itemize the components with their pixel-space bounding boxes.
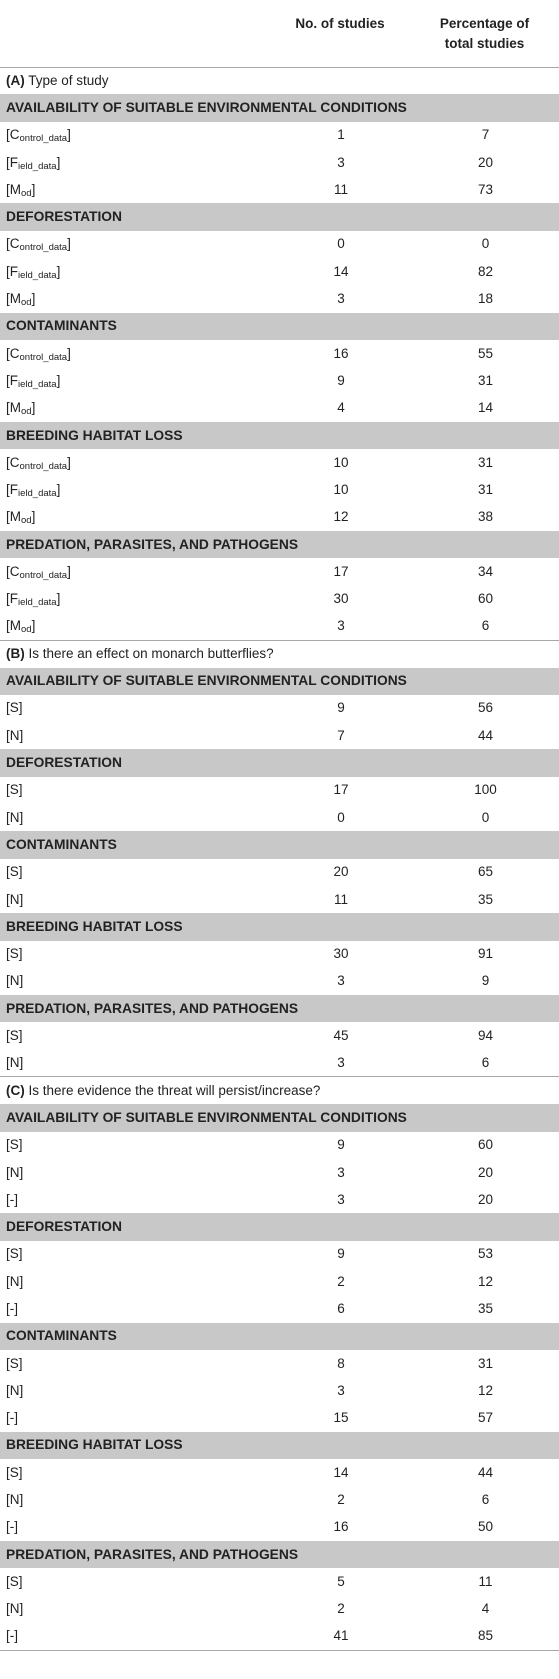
label-text: [N] <box>6 727 24 743</box>
study-count: 9 <box>337 700 345 716</box>
study-count: 16 <box>333 1519 349 1535</box>
label-sub: od <box>21 297 32 309</box>
row-label <box>0 1350 270 1377</box>
group-name: CONTAMINANTS <box>0 831 559 858</box>
part-letter: (C) <box>6 1082 25 1098</box>
row-label: $[C_{ontrol\_data}]$ <box>6 236 71 254</box>
label-main: F <box>9 591 19 607</box>
table-row <box>0 1486 559 1513</box>
label-main: C <box>9 563 20 579</box>
table-row <box>0 449 559 476</box>
study-count: 10 <box>333 454 349 470</box>
study-count: 3 <box>337 618 345 634</box>
study-count: 7 <box>337 727 345 743</box>
label-main: F <box>9 263 19 279</box>
study-count: 11 <box>333 891 348 907</box>
group-row <box>0 1432 559 1459</box>
row-label: $[M_{od}]$ <box>6 509 36 527</box>
row-label: $[C_{ontrol\_data}]$ <box>6 563 71 581</box>
label-sub: od <box>21 515 32 527</box>
study-percentage: 4 <box>481 1601 490 1617</box>
label-text: [-] <box>6 1301 18 1316</box>
table-row <box>0 231 559 258</box>
study-count: 14 <box>333 263 349 279</box>
label-text: [S] <box>6 1028 23 1044</box>
label-text: [S] <box>6 1573 23 1589</box>
study-percentage: 31 <box>477 372 494 388</box>
study-percentage: 44 <box>477 727 494 743</box>
table-row <box>0 1514 559 1541</box>
study-percentage: 6 <box>481 1492 490 1508</box>
study-percentage: 20 <box>477 154 494 170</box>
row-label: $[M_{od}]$ <box>6 291 36 309</box>
table-row <box>0 395 559 422</box>
label-sub: ield_data <box>18 488 57 500</box>
row-label <box>0 859 270 886</box>
label-main: M <box>9 291 22 307</box>
table-row <box>0 1568 559 1595</box>
study-count: 45 <box>333 1028 349 1044</box>
study-count: 5 <box>337 1573 345 1589</box>
group-name: DEFORESTATION <box>0 1213 559 1240</box>
group-name: DEFORESTATION <box>0 203 559 230</box>
row-label <box>0 1022 270 1049</box>
label-main: F <box>9 482 19 498</box>
label-text: [-] <box>6 1410 18 1426</box>
label-main: C <box>9 345 20 361</box>
row-label: $[M_{od}]$ <box>6 400 36 418</box>
study-percentage: 0 <box>481 236 490 252</box>
study-percentage: 31 <box>477 454 494 470</box>
study-count: 17 <box>333 782 349 798</box>
group-name: CONTAMINANTS <box>0 313 559 340</box>
label-text: [S] <box>6 782 23 798</box>
label-sub: ield_data <box>18 378 57 390</box>
study-percentage: 85 <box>410 1623 559 1650</box>
label-sub: ontrol_data <box>19 460 68 472</box>
study-percentage: 55 <box>477 345 494 361</box>
study-percentage: 20 <box>477 1191 494 1207</box>
label-sub: ontrol_data <box>19 133 68 145</box>
header-no-of-studies: No. of studies <box>270 0 410 67</box>
row-label <box>0 695 270 722</box>
header-percentage <box>410 0 559 67</box>
study-percentage: 73 <box>477 181 494 197</box>
label-main: F <box>9 154 19 170</box>
part-title-row <box>0 1077 559 1104</box>
table-row <box>0 968 559 995</box>
group-row <box>0 1213 559 1240</box>
table-row <box>0 695 559 722</box>
study-count: 2 <box>337 1601 345 1617</box>
part-heading: Is there an effect on monarch butterflies? <box>28 646 274 662</box>
study-count: 2 <box>337 1492 345 1508</box>
study-count: 15 <box>333 1410 349 1426</box>
label-text: [N] <box>6 1601 24 1617</box>
label-text: [N] <box>6 1273 24 1289</box>
table-row <box>0 804 559 831</box>
study-percentage: 6 <box>481 618 490 634</box>
row-label: $[M_{od}]$ <box>6 181 36 199</box>
row-label: $[F_{ield\_data}]$ <box>6 154 61 172</box>
part-title-row <box>0 67 559 94</box>
study-percentage: 0 <box>481 809 490 825</box>
study-percentage: 50 <box>477 1519 494 1535</box>
row-label <box>0 722 270 749</box>
part-title <box>0 67 559 94</box>
study-percentage: 20 <box>477 1164 494 1180</box>
row-label <box>0 1050 270 1077</box>
study-percentage: 57 <box>477 1410 494 1426</box>
table-row <box>0 1159 559 1186</box>
study-count: 0 <box>337 236 345 252</box>
row-label <box>0 886 270 913</box>
group-row <box>0 1541 559 1568</box>
row-label <box>0 941 270 968</box>
group-row <box>0 203 559 230</box>
study-percentage: 38 <box>477 509 494 525</box>
study-percentage: 12 <box>477 1273 494 1289</box>
row-label: $[C_{ontrol\_data}]$ <box>6 454 71 472</box>
table-row <box>0 613 559 640</box>
label-text: [S] <box>6 1137 23 1153</box>
group-row <box>0 1104 559 1131</box>
table-row <box>0 722 559 749</box>
study-percentage: 53 <box>477 1246 494 1262</box>
table-body <box>0 67 559 1650</box>
row-label: $[F_{ield\_data}]$ <box>6 591 61 609</box>
table-row <box>0 1405 559 1432</box>
study-count: 3 <box>337 1191 345 1207</box>
label-main: C <box>9 236 20 252</box>
study-percentage: 60 <box>477 591 494 607</box>
label-main: M <box>9 400 22 416</box>
table-row <box>0 258 559 285</box>
table-row <box>0 941 559 968</box>
label-text: [N] <box>6 891 24 907</box>
group-name: AVAILABILITY OF SUITABLE ENVIRONMENTAL CONDITIONS <box>0 668 559 695</box>
label-text: [N] <box>6 1055 24 1071</box>
row-label: $[M_{od}]$ <box>6 618 36 636</box>
group-name: PREDATION, PARASITES, AND PATHOGENS <box>0 1541 559 1568</box>
group-name: PREDATION, PARASITES, AND PATHOGENS <box>0 995 559 1022</box>
table-row <box>0 1623 559 1650</box>
row-label <box>0 1132 270 1159</box>
group-row <box>0 94 559 121</box>
study-percentage: 11 <box>478 1573 493 1589</box>
study-percentage: 34 <box>477 563 494 579</box>
study-count: 20 <box>333 864 349 880</box>
table-row <box>0 476 559 503</box>
part-letter: (A) <box>6 72 25 88</box>
study-count: 11 <box>333 181 348 197</box>
study-count: 3 <box>337 1382 345 1398</box>
group-row <box>0 422 559 449</box>
study-count: 1 <box>337 127 345 143</box>
study-count: 3 <box>337 154 345 170</box>
study-count: 3 <box>337 1055 345 1071</box>
study-percentage: 6 <box>481 1055 490 1071</box>
row-label <box>0 1596 270 1623</box>
row-label <box>0 1459 270 1486</box>
table-row <box>0 1377 559 1404</box>
table-row <box>0 176 559 203</box>
group-row <box>0 749 559 776</box>
header-empty <box>0 0 270 67</box>
label-text: [N] <box>6 1164 24 1180</box>
group-name: BREEDING HABITAT LOSS <box>0 1432 559 1459</box>
table-row <box>0 1022 559 1049</box>
study-percentage: 94 <box>477 1028 494 1044</box>
label-text: [S] <box>6 864 23 880</box>
row-label <box>0 1568 270 1595</box>
label-text: [S] <box>6 946 23 962</box>
part-title-row <box>0 640 559 667</box>
study-count: 0 <box>337 809 345 825</box>
label-text: [-] <box>6 1519 18 1535</box>
row-label: $[F_{ield\_data}]$ <box>6 372 61 390</box>
table-row <box>0 285 559 312</box>
table-row <box>0 504 559 531</box>
study-count: 14 <box>333 1464 349 1480</box>
group-name: BREEDING HABITAT LOSS <box>0 422 559 449</box>
group-row <box>0 1323 559 1350</box>
group-row <box>0 531 559 558</box>
table-row <box>0 886 559 913</box>
label-text: [N] <box>6 809 24 825</box>
study-percentage: 31 <box>477 1355 494 1371</box>
table-row <box>0 1050 559 1077</box>
row-label <box>0 777 270 804</box>
table-row <box>0 122 559 149</box>
header-percentage-line1: Percentage of <box>439 16 530 31</box>
table-row <box>0 149 559 176</box>
study-count: 4 <box>337 400 345 416</box>
label-main: M <box>9 618 22 634</box>
label-main: F <box>9 372 19 388</box>
study-percentage: 7 <box>481 127 490 143</box>
study-count: 3 <box>337 1164 345 1180</box>
label-sub: od <box>21 624 32 636</box>
label-sub: ield_data <box>18 269 57 281</box>
row-label <box>0 968 270 995</box>
label-text: [-] <box>6 1628 18 1644</box>
group-name: BREEDING HABITAT LOSS <box>0 913 559 940</box>
study-count: 6 <box>337 1301 345 1316</box>
study-percentage: 35 <box>477 1301 494 1316</box>
study-count: 30 <box>333 591 349 607</box>
table-row <box>0 586 559 613</box>
study-count: 12 <box>333 509 349 525</box>
group-row <box>0 913 559 940</box>
study-count: 17 <box>333 563 349 579</box>
table-row <box>0 777 559 804</box>
header-row <box>0 0 559 67</box>
table-row <box>0 1596 559 1623</box>
header-percentage-line2: total studies <box>444 36 525 51</box>
study-count: 9 <box>337 1137 345 1153</box>
label-main: C <box>9 127 20 143</box>
part-title <box>0 640 559 667</box>
study-percentage: 14 <box>477 400 494 416</box>
row-label <box>0 804 270 831</box>
group-name: PREDATION, PARASITES, AND PATHOGENS <box>0 531 559 558</box>
study-count: 30 <box>333 946 349 962</box>
row-label <box>0 1623 270 1650</box>
group-row <box>0 313 559 340</box>
table-row <box>0 1459 559 1486</box>
label-text: [N] <box>6 1382 24 1398</box>
label-sub: od <box>21 187 32 199</box>
row-label <box>0 1268 270 1295</box>
label-sub: od <box>21 406 32 418</box>
table-row <box>0 859 559 886</box>
row-label <box>0 1514 270 1541</box>
part-letter: (B) <box>6 646 25 662</box>
study-count: 10 <box>333 482 349 498</box>
label-main: M <box>9 509 22 525</box>
label-text: [N] <box>6 1492 24 1508</box>
group-name: AVAILABILITY OF SUITABLE ENVIRONMENTAL CONDITIONS <box>0 94 559 121</box>
study-count: 41 <box>270 1623 410 1650</box>
group-row <box>0 668 559 695</box>
table-row <box>0 558 559 585</box>
label-sub: ield_data <box>18 160 57 172</box>
study-percentage: 60 <box>477 1137 494 1153</box>
row-label <box>0 1295 270 1322</box>
table-row <box>0 1350 559 1377</box>
label-text: [N] <box>6 973 24 989</box>
study-percentage: 100 <box>474 782 497 798</box>
label-sub: ield_data <box>18 597 57 609</box>
table-row <box>0 1268 559 1295</box>
label-text: [S] <box>6 1355 23 1371</box>
study-percentage: 82 <box>477 263 494 279</box>
study-count: 3 <box>337 291 345 307</box>
study-percentage: 56 <box>477 700 494 716</box>
group-row <box>0 831 559 858</box>
label-text: [S] <box>6 700 23 716</box>
study-count: 2 <box>337 1273 345 1289</box>
table-row <box>0 367 559 394</box>
label-sub: ontrol_data <box>19 569 68 581</box>
row-label <box>0 1186 270 1213</box>
study-percentage: 9 <box>481 973 490 989</box>
row-label <box>0 1405 270 1432</box>
row-label: $[F_{ield\_data}]$ <box>6 263 61 281</box>
group-name: CONTAMINANTS <box>0 1323 559 1350</box>
row-label: $[C_{ontrol\_data}]$ <box>6 127 71 145</box>
table-row <box>0 1241 559 1268</box>
study-count: 16 <box>333 345 349 361</box>
study-count: 8 <box>337 1355 345 1371</box>
label-main: M <box>9 181 22 197</box>
row-label <box>0 1241 270 1268</box>
row-label: $[F_{ield\_data}]$ <box>6 482 61 500</box>
label-text: [S] <box>6 1246 23 1262</box>
study-percentage: 12 <box>477 1382 494 1398</box>
part-heading: Is there evidence the threat will persist/increase? <box>28 1082 321 1098</box>
label-sub: ontrol_data <box>19 242 68 254</box>
table-row <box>0 1186 559 1213</box>
label-text: [-] <box>6 1191 18 1207</box>
study-percentage: 91 <box>477 946 494 962</box>
part-heading: Type of study <box>28 72 109 88</box>
group-row <box>0 995 559 1022</box>
row-label <box>0 1377 270 1404</box>
study-percentage: 31 <box>477 482 494 498</box>
row-label <box>0 1159 270 1186</box>
study-percentage: 35 <box>477 891 494 907</box>
table-row <box>0 340 559 367</box>
row-label <box>0 1486 270 1513</box>
study-count: 3 <box>337 973 345 989</box>
table-row <box>0 1295 559 1322</box>
label-text: [S] <box>6 1464 23 1480</box>
study-count: 9 <box>337 372 345 388</box>
label-main: C <box>9 454 20 470</box>
study-percentage: 65 <box>477 864 494 880</box>
study-percentage: 44 <box>477 1464 494 1480</box>
row-label: $[C_{ontrol\_data}]$ <box>6 345 71 363</box>
part-title <box>0 1077 559 1104</box>
study-percentage: 18 <box>477 291 494 307</box>
group-name: DEFORESTATION <box>0 749 559 776</box>
study-count: 9 <box>337 1246 345 1262</box>
label-sub: ontrol_data <box>19 351 68 363</box>
table-row <box>0 1132 559 1159</box>
group-name: AVAILABILITY OF SUITABLE ENVIRONMENTAL CONDITIONS <box>0 1104 559 1131</box>
